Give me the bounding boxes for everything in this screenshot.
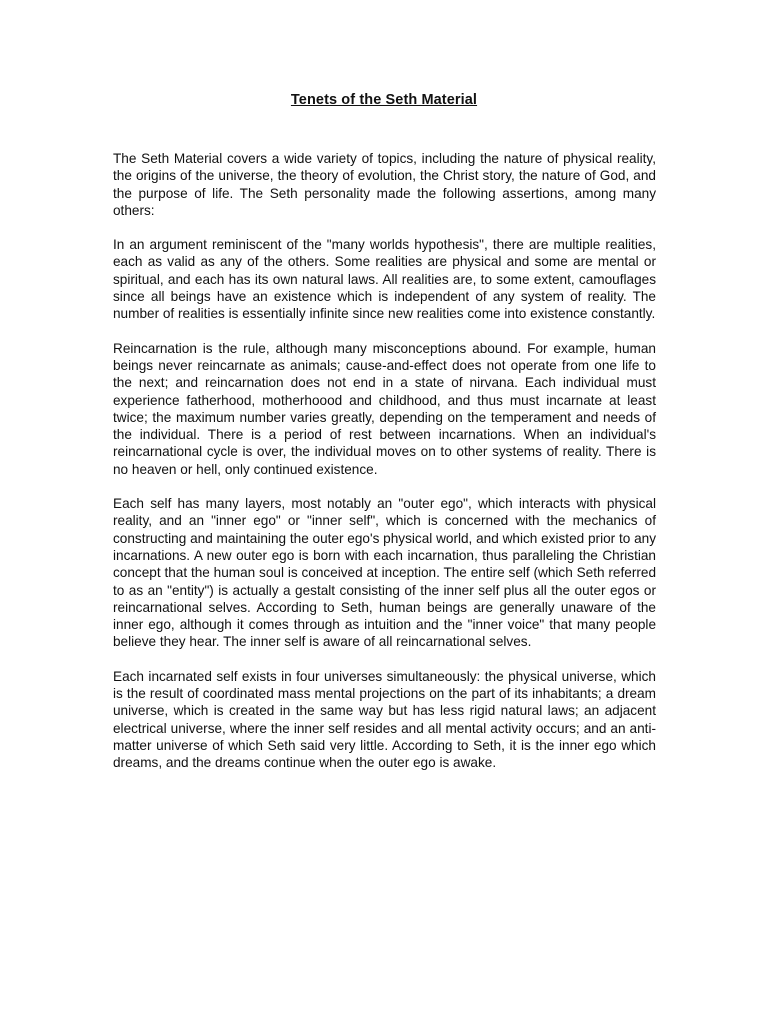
paragraph-universes: Each incarnated self exists in four universes simultaneously: the physical universe, which is the result of coordinated mass mental projections on the part of its inhabitants; a dream universe, which is created in the same way but has less rigid natural laws; an adjacent electrical universe, where the inner self resides and all mental activity occurs; and an anti-matter universe of which Seth said very little. According to Seth, it is the inner ego which dreams, and the dreams continue when the outer ego is awake. [113,668,656,771]
document-body [113,150,656,789]
paragraph-realities: In an argument reminiscent of the "many worlds hypothesis", there are multiple realities, each as valid as any of the others. Some realities are physical and some are mental or spiritual, and each has its own natural laws. All realities are, to some extent, camouflages since all beings have an existence which is independent of any system of reality. The number of realities is essentially infinite since new realities come into existence constantly. [113,237,656,322]
document-title: Tenets of the Seth Material [290,92,478,108]
paragraph-self-layers: Each self has many layers, most notably an "outer ego", which interacts with physical reality, and an "inner ego" or "inner self", which is concerned with the mechanics of constructing and maintaining the outer ego's physical world, and which existed prior to any incarnations. A new outer ego is born with each incarnation, thus paralleling the Christian concept that the human soul is conceived at inception. The entire self (which Seth referred to as an "entity") is actually a gestalt consisting of the inner self plus all the outer egos or reincarnational selves. According to Seth, human beings are generally unaware of the inner ego, although it comes through as intuition and the "inner voice" that many people believe they hear. The inner self is aware of all reincarnational selves. [113,496,656,650]
paragraph-reincarnation: Reincarnation is the rule, although many misconceptions abound. For example, human beings never reincarnate as animals; cause-and-effect does not operate from one life to the next; and reincarnation does not end in a state of nirvana. Each individual must experience fatherhood, motherhoood and childhood, and thus must incarnate at least twice; the maximum number varies greatly, depending on the temperament and needs of the individual. There is a period of rest between incarnations. When an individual's reincarnational cycle is over, the individual moves on to other systems of reality. There is no heaven or hell, only continued existence. [113,340,656,477]
paragraph-intro: The Seth Material covers a wide variety of topics, including the nature of physical reality, the origins of the universe, the theory of evolution, the Christ story, the nature of God, and the purpose of life. The Seth personality made the following assertions, among many others: [113,151,656,218]
